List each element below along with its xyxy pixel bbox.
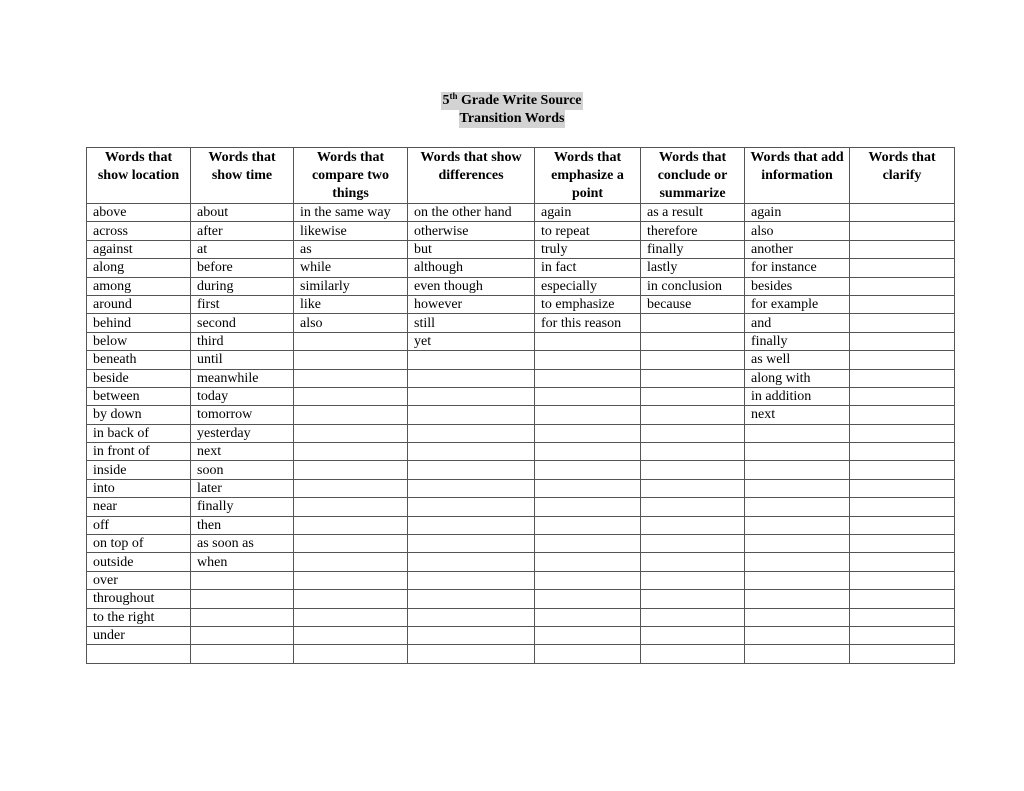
table-cell: [535, 498, 641, 516]
table-cell: another: [745, 240, 850, 258]
table-cell: [850, 351, 955, 369]
table-cell: [745, 443, 850, 461]
table-cell: [408, 351, 535, 369]
table-row: [87, 204, 955, 222]
table-cell: finally: [745, 332, 850, 350]
table-cell: meanwhile: [191, 369, 294, 387]
table-cell: [535, 571, 641, 589]
table-cell: over: [87, 571, 191, 589]
table-cell: [641, 387, 745, 405]
table-cell: [294, 461, 408, 479]
table-cell: yesterday: [191, 424, 294, 442]
table-cell: [408, 443, 535, 461]
table-cell: [294, 406, 408, 424]
table-cell: although: [408, 259, 535, 277]
table-cell: [850, 259, 955, 277]
table-cell: in addition: [745, 387, 850, 405]
table-cell: outside: [87, 553, 191, 571]
table-cell: as a result: [641, 204, 745, 222]
table-row: [87, 498, 955, 516]
table-cell: when: [191, 553, 294, 571]
table-row: [87, 553, 955, 571]
table-cell: [408, 571, 535, 589]
table-cell: and: [745, 314, 850, 332]
table-cell: against: [87, 240, 191, 258]
table-cell: for instance: [745, 259, 850, 277]
table-cell: [535, 535, 641, 553]
table-cell: [850, 553, 955, 571]
table-cell: in back of: [87, 424, 191, 442]
table-cell: [535, 553, 641, 571]
table-cell: [850, 645, 955, 663]
table-cell: soon: [191, 461, 294, 479]
table-cell: then: [191, 516, 294, 534]
table-cell: [191, 571, 294, 589]
table-cell: [641, 479, 745, 497]
table-cell: during: [191, 277, 294, 295]
table-row: [87, 314, 955, 332]
table-cell: [294, 332, 408, 350]
table-cell: [294, 535, 408, 553]
table-cell: [850, 461, 955, 479]
table-cell: [641, 608, 745, 626]
table-cell: [294, 387, 408, 405]
table-cell: truly: [535, 240, 641, 258]
table-cell: into: [87, 479, 191, 497]
table-cell: [850, 424, 955, 442]
table-cell: [535, 608, 641, 626]
table-cell: [535, 443, 641, 461]
table-cell: [641, 332, 745, 350]
table-cell: [641, 516, 745, 534]
table-cell: again: [535, 204, 641, 222]
table-cell: [535, 406, 641, 424]
table-cell: by down: [87, 406, 191, 424]
table-row: [87, 535, 955, 553]
table-cell: in fact: [535, 259, 641, 277]
table-cell: across: [87, 222, 191, 240]
table-row: [87, 351, 955, 369]
table-cell: like: [294, 295, 408, 313]
table-cell: above: [87, 204, 191, 222]
table-cell: next: [745, 406, 850, 424]
table-cell: especially: [535, 277, 641, 295]
table-cell: [641, 645, 745, 663]
table-cell: [191, 608, 294, 626]
table-cell: [408, 424, 535, 442]
table-cell: again: [745, 204, 850, 222]
table-cell: likewise: [294, 222, 408, 240]
table-cell: for this reason: [535, 314, 641, 332]
table-cell: [850, 498, 955, 516]
document-title: [0, 92, 1024, 128]
table-cell: [745, 590, 850, 608]
table-cell: [745, 608, 850, 626]
table-cell: also: [294, 314, 408, 332]
column-header: Words that compare two things: [294, 148, 408, 204]
table-cell: below: [87, 332, 191, 350]
table-row: [87, 461, 955, 479]
table-cell: otherwise: [408, 222, 535, 240]
table-cell: [745, 571, 850, 589]
table-cell: [745, 645, 850, 663]
table-cell: but: [408, 240, 535, 258]
table-cell: [850, 626, 955, 644]
table-row: [87, 259, 955, 277]
table-cell: yet: [408, 332, 535, 350]
table-cell: [294, 626, 408, 644]
table-cell: until: [191, 351, 294, 369]
table-row: [87, 590, 955, 608]
table-cell: in conclusion: [641, 277, 745, 295]
table-row: [87, 222, 955, 240]
table-cell: before: [191, 259, 294, 277]
table-cell: [408, 553, 535, 571]
table-cell: on the other hand: [408, 204, 535, 222]
title-line-1: 5th Grade Write Source: [442, 91, 582, 108]
table-cell: [850, 222, 955, 240]
column-header: Words that clarify: [850, 148, 955, 204]
table-cell: [408, 369, 535, 387]
table-cell: [850, 332, 955, 350]
table-cell: [745, 424, 850, 442]
table-cell: under: [87, 626, 191, 644]
table-row: [87, 332, 955, 350]
table-cell: [408, 479, 535, 497]
table-cell: [408, 461, 535, 479]
table-cell: finally: [191, 498, 294, 516]
table-cell: today: [191, 387, 294, 405]
table-cell: to emphasize: [535, 295, 641, 313]
table-cell: [294, 571, 408, 589]
table-cell: [850, 277, 955, 295]
table-cell: [745, 479, 850, 497]
table-cell: [191, 590, 294, 608]
table-cell: [535, 387, 641, 405]
table-cell: as well: [745, 351, 850, 369]
table-cell: on top of: [87, 535, 191, 553]
table-cell: however: [408, 295, 535, 313]
table-cell: [745, 516, 850, 534]
table-cell: [535, 645, 641, 663]
table-cell: off: [87, 516, 191, 534]
table-cell: [850, 314, 955, 332]
table-row: [87, 424, 955, 442]
table-cell: [641, 369, 745, 387]
table-cell: [294, 351, 408, 369]
table-cell: [294, 443, 408, 461]
table-cell: [641, 498, 745, 516]
table-cell: [408, 608, 535, 626]
table-cell: [641, 553, 745, 571]
table-row: [87, 277, 955, 295]
column-header: Words that emphasize a point: [535, 148, 641, 204]
table-cell: finally: [641, 240, 745, 258]
table-cell: [294, 645, 408, 663]
table-row: [87, 645, 955, 663]
header-row: [87, 148, 955, 204]
table-cell: [535, 332, 641, 350]
table-cell: along with: [745, 369, 850, 387]
table-cell: [408, 498, 535, 516]
table-cell: [850, 535, 955, 553]
table-row: [87, 369, 955, 387]
table-cell: [850, 443, 955, 461]
table-cell: [294, 590, 408, 608]
table-cell: [641, 461, 745, 479]
table-cell: in front of: [87, 443, 191, 461]
table-cell: lastly: [641, 259, 745, 277]
table-row: [87, 387, 955, 405]
table-cell: [294, 608, 408, 626]
table-cell: [850, 240, 955, 258]
table-cell: beneath: [87, 351, 191, 369]
table-cell: to the right: [87, 608, 191, 626]
table-cell: among: [87, 277, 191, 295]
table-cell: [641, 406, 745, 424]
column-header: Words that show time: [191, 148, 294, 204]
table-cell: next: [191, 443, 294, 461]
table-row: [87, 608, 955, 626]
column-header: Words that show location: [87, 148, 191, 204]
table-cell: [535, 369, 641, 387]
table-cell: [535, 590, 641, 608]
table-cell: [641, 443, 745, 461]
table-cell: [850, 571, 955, 589]
table-cell: [850, 295, 955, 313]
column-header: Words that conclude or summarize: [641, 148, 745, 204]
table-cell: after: [191, 222, 294, 240]
table-cell: therefore: [641, 222, 745, 240]
table-cell: [535, 626, 641, 644]
table-cell: [294, 424, 408, 442]
table-cell: besides: [745, 277, 850, 295]
table-cell: in the same way: [294, 204, 408, 222]
transition-words-table: [86, 147, 955, 664]
table-cell: [745, 553, 850, 571]
table-row: [87, 240, 955, 258]
table-cell: about: [191, 204, 294, 222]
table-cell: second: [191, 314, 294, 332]
table-cell: for example: [745, 295, 850, 313]
table-cell: still: [408, 314, 535, 332]
table-cell: inside: [87, 461, 191, 479]
table-row: [87, 295, 955, 313]
table-cell: [850, 204, 955, 222]
table-cell: first: [191, 295, 294, 313]
table-cell: [641, 314, 745, 332]
table-cell: throughout: [87, 590, 191, 608]
table-cell: [408, 626, 535, 644]
table-cell: similarly: [294, 277, 408, 295]
table-cell: [408, 590, 535, 608]
table-cell: [641, 626, 745, 644]
table-cell: [294, 369, 408, 387]
table-cell: [535, 351, 641, 369]
table-cell: [745, 461, 850, 479]
table-row: [87, 479, 955, 497]
table-cell: as soon as: [191, 535, 294, 553]
table-cell: [408, 645, 535, 663]
table-cell: [191, 645, 294, 663]
table-cell: [191, 626, 294, 644]
table-cell: later: [191, 479, 294, 497]
table-row: [87, 406, 955, 424]
table-cell: [850, 479, 955, 497]
table-cell: [850, 387, 955, 405]
table-cell: [408, 406, 535, 424]
table-cell: [745, 498, 850, 516]
table-cell: [294, 479, 408, 497]
table-cell: also: [745, 222, 850, 240]
table-cell: [294, 498, 408, 516]
table-cell: [641, 424, 745, 442]
table-cell: [294, 553, 408, 571]
table-cell: [535, 516, 641, 534]
table-cell: [535, 479, 641, 497]
table-row: [87, 571, 955, 589]
table-row: [87, 626, 955, 644]
table-cell: near: [87, 498, 191, 516]
table-cell: along: [87, 259, 191, 277]
table-cell: [641, 571, 745, 589]
table-cell: [641, 535, 745, 553]
table-cell: tomorrow: [191, 406, 294, 424]
table-cell: [641, 590, 745, 608]
table-cell: to repeat: [535, 222, 641, 240]
table-row: [87, 516, 955, 534]
table-cell: [745, 626, 850, 644]
column-header: Words that show differences: [408, 148, 535, 204]
table-cell: behind: [87, 314, 191, 332]
table-row: [87, 443, 955, 461]
table-cell: because: [641, 295, 745, 313]
table-cell: while: [294, 259, 408, 277]
table-cell: [850, 516, 955, 534]
table-cell: [850, 608, 955, 626]
table-cell: beside: [87, 369, 191, 387]
table-cell: [850, 406, 955, 424]
table-cell: [87, 645, 191, 663]
table-cell: [408, 535, 535, 553]
column-header: Words that add information: [745, 148, 850, 204]
table-cell: around: [87, 295, 191, 313]
table-cell: [535, 461, 641, 479]
table-cell: [294, 516, 408, 534]
title-line-2: Transition Words: [459, 111, 565, 126]
table-cell: third: [191, 332, 294, 350]
table-cell: [408, 387, 535, 405]
table-cell: as: [294, 240, 408, 258]
table-cell: [745, 535, 850, 553]
table-cell: between: [87, 387, 191, 405]
table-cell: at: [191, 240, 294, 258]
table-cell: [535, 424, 641, 442]
table-cell: [641, 351, 745, 369]
table-cell: even though: [408, 277, 535, 295]
table-cell: [408, 516, 535, 534]
table-cell: [850, 590, 955, 608]
table-cell: [850, 369, 955, 387]
